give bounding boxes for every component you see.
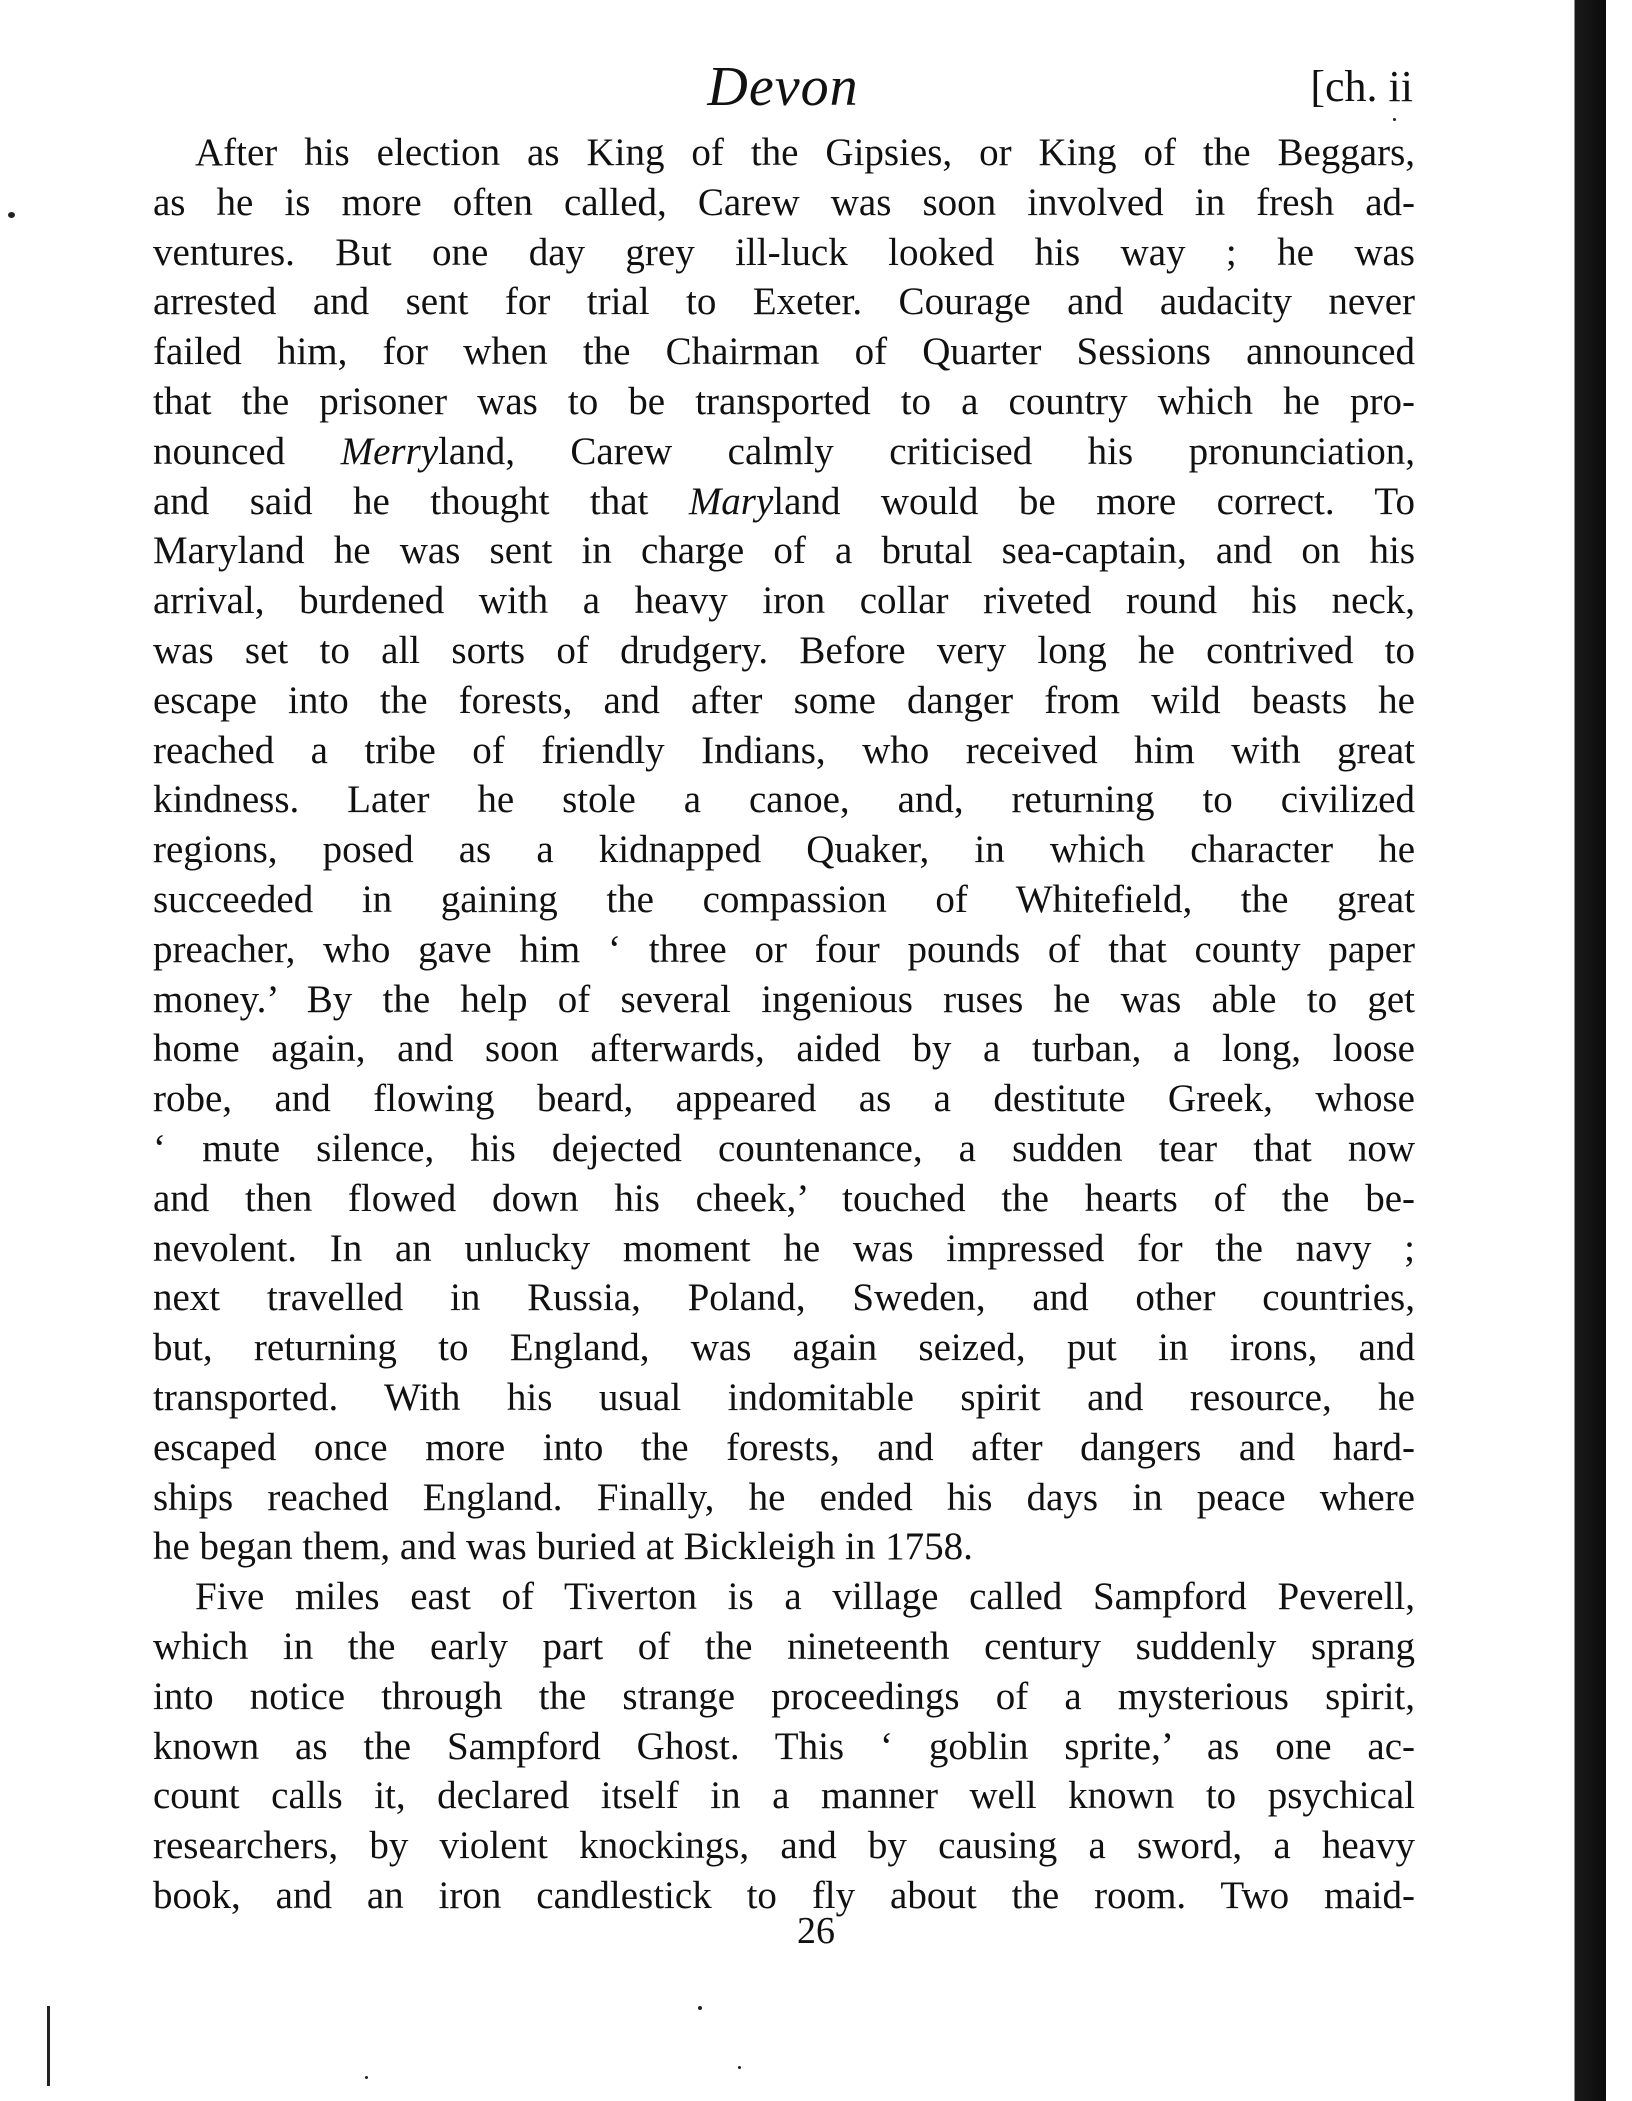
running-title: Devon [707,56,859,118]
text-line: ‘ mute silence, his dejected countenance, a sudden tear that now [153,1126,1415,1170]
scan-speck [738,2066,741,2069]
text-line: count calls it, declared itself in a manner well known to psychical [153,1774,1415,1818]
text-line: arrested and sent for trial to Exeter. Courage and audacity never [153,280,1415,324]
text-line: ventures. But one day grey ill-luck looked his way ; he was [153,230,1415,274]
text-line: that the prisoner was to be transported to a country which he pro- [153,379,1415,423]
scan-speck [698,2006,702,2010]
text-line: robe, and flowing beard, appeared as a destitute Greek, whose [153,1077,1415,1121]
text-line: reached a tribe of friendly Indians, who received him with great [153,728,1415,772]
paragraph-carew [153,128,1415,1572]
scan-speck [365,2076,368,2079]
text-line: and then flowed down his cheek,’ touched the hearts of the be- [153,1176,1415,1220]
text-line: home again, and soon afterwards, aided by a turban, a long, loose [153,1027,1415,1071]
text-line: and said he thought that Maryland would be more correct. To [153,479,1415,523]
running-head [153,52,1413,122]
text-line: After his election as King of the Gipsies, or King of the Beggars, [195,131,1415,174]
text-line: into notice through the strange proceedings of a mysterious spirit, [153,1674,1415,1718]
body-text [153,128,1415,1921]
text-line: kindness. Later he stole a canoe, and, returning to civilized [153,778,1415,822]
text-line: which in the early part of the nineteenth century suddenly sprang [153,1624,1415,1668]
text-line: nounced Merryland, Carew calmly criticised his pronunciation, [153,429,1415,473]
text-line: transported. With his usual indomitable spirit and resource, he [153,1375,1415,1419]
text-line: Five miles east of Tiverton is a village called Sampford Peverell, [195,1575,1415,1619]
scan-speck [8,212,15,218]
text-line: escaped once more into the forests, and after dangers and hard- [153,1425,1415,1469]
text-line: Maryland he was sent in charge of a brutal sea-captain, and on his [153,529,1415,573]
chapter-marker: [ch. ii [1310,62,1413,111]
paragraph-sampford-ghost [153,1572,1415,1921]
text-line: next travelled in Russia, Poland, Sweden, and other countries, [153,1276,1415,1320]
page-number: 26 [797,1910,835,1952]
text-line: nevolent. In an unlucky moment he was impressed for the navy ; [153,1226,1415,1270]
scan-margin-mark [47,2006,50,2086]
text-line: money.’ By the help of several ingenious ruses he was able to get [153,977,1415,1021]
text-line: failed him, for when the Chairman of Quarter Sessions announced [153,330,1415,374]
text-line: but, returning to England, was again seized, put in irons, and [153,1326,1415,1370]
text-line: ships reached England. Finally, he ended his days in peace where [153,1475,1415,1519]
text-line: arrival, burdened with a heavy iron collar riveted round his neck, [153,579,1415,623]
text-line: researchers, by violent knockings, and by causing a sword, a heavy [153,1824,1415,1868]
text-line: as he is more often called, Carew was soon involved in fresh ad- [153,180,1415,224]
text-line: he began them, and was buried at Bickleigh in 1758. [153,1525,973,1569]
text-line: was set to all sorts of drudgery. Before very long he contrived to [153,628,1415,672]
text-line: book, and an iron candlestick to fly about the room. Two maid- [153,1873,1415,1917]
scan-gutter-shadow [1572,0,1606,2101]
text-line: preacher, who gave him ‘ three or four pounds of that county paper [153,927,1415,971]
text-line: regions, posed as a kidnapped Quaker, in which character he [153,828,1415,872]
scan-speck [1393,118,1396,121]
text-line: known as the Sampford Ghost. This ‘ goblin sprite,’ as one ac- [153,1724,1415,1768]
text-line: escape into the forests, and after some danger from wild beasts he [153,678,1415,722]
text-line: succeeded in gaining the compassion of Whitefield, the great [153,877,1415,921]
